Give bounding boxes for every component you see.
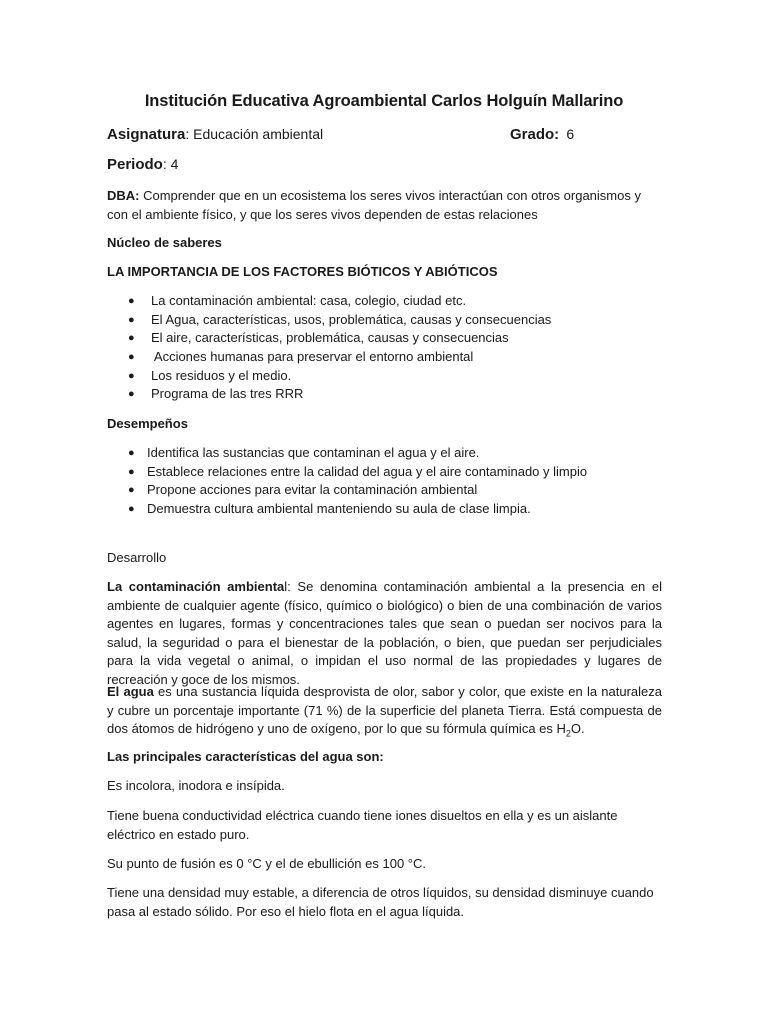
list-item-text: Los residuos y el medio. [151, 367, 292, 383]
contaminacion-label-tail: l [284, 579, 288, 594]
agua-end: O. [570, 721, 585, 737]
agua-text: es una sustancia líquida desprovista de olor, sabor y color, que existe en la naturaleza y cubre un porcentaje importante (71 %) de la superficie del planeta Tierra. Está compuesta de dos átomos de hidrógeno y uno de oxígeno, por lo que su fórmula química es H [107, 684, 662, 737]
grado-value: 6 [566, 126, 575, 142]
list-item [107, 311, 551, 330]
asignatura-value: : Educación ambiental [185, 126, 324, 142]
saberes-list [107, 292, 551, 404]
list-item-text: La contaminación ambiental: casa, colegio, ciudad etc. [151, 293, 467, 308]
periodo-value: : 4 [162, 156, 179, 172]
list-item-text: El aire, características, problemática, causas y consecuencias [151, 330, 509, 346]
list-item-text: Demuestra cultura ambiental manteniendo su aula de clase limpia. [147, 501, 531, 517]
nucleo-heading: Núcleo de saberes [107, 235, 222, 250]
asignatura-label: Asignatura [107, 126, 186, 143]
document-title: Institución Educativa Agroambiental Carlos Holguín Mallarino [144, 92, 624, 110]
bullet-icon: ● [128, 465, 135, 478]
list-item [107, 329, 551, 348]
bullet-icon: ● [128, 295, 135, 307]
list-item [107, 292, 551, 311]
list-item-text: Propone acciones para evitar la contaminación ambiental [147, 482, 478, 498]
formula-subscript: 2 [565, 728, 571, 739]
list-item-text: Programa de las tres RRR [151, 386, 304, 402]
desempenos-list [107, 444, 587, 519]
periodo-line [107, 156, 178, 173]
list-item-text: El Agua, características, usos, problemática, causas y consecuencias [151, 311, 552, 327]
importancia-heading: LA IMPORTANCIA DE LOS FACTORES BIÓTICOS Y ABIÓTICOS [107, 264, 498, 279]
desempenos-heading: Desempeños [107, 416, 188, 431]
bullet-icon: ● [128, 484, 135, 497]
bullet-icon: ● [128, 447, 135, 459]
list-item-text: Establece relaciones entre la calidad del agua y el aire contaminado y limpio [147, 463, 588, 479]
caracteristica-item: Tiene buena conductividad eléctrica cuando tiene iones disueltos en ella y es un aislante eléctrico en estado puro. [107, 808, 618, 842]
dba-paragraph [107, 187, 662, 224]
bullet-icon: ● [128, 313, 135, 326]
contaminacion-label: La contaminación ambienta [107, 579, 285, 594]
bullet-icon: ● [128, 388, 135, 401]
caracteristica-item: Tiene una densidad muy estable, a diferencia de otros líquidos, su densidad disminuye cuando pasa al estado sólido. Por eso el hielo flota en el agua líquida. [107, 885, 654, 919]
dba-text: Comprender que en un ecosistema los seres vivos interactúan con otros organismos y con el ambiente físico, y que los seres vivos dependen de estas relaciones [107, 188, 641, 222]
bullet-icon: ● [128, 369, 135, 382]
caracteristicas-heading: Las principales características del agua son: [107, 749, 384, 764]
contaminacion-text: : Se denomina contaminación ambiental a la presencia en el ambiente de cualquier agente (físico, químico o biológico) o bien de una combinación de varios agentes en lugares, formas y concentraciones tales que sean o puedan ser nocivos para la salud, la seguridad o para el bienestar de la población, o bien, que puedan ser perjudiciales para la vida vegetal o animal, o impidan el uso normal de las propiedades y lugares de recreación y goce de los mismos. [107, 579, 663, 687]
desarrollo-heading: Desarrollo [107, 550, 167, 565]
contaminacion-paragraph [107, 578, 662, 690]
grado-label: Grado: [510, 126, 560, 143]
dba-label: DBA: [107, 188, 140, 203]
caracteristica-item: Su punto de fusión es 0 °C y el de ebullición es 100 °C. [107, 856, 426, 871]
list-item [107, 463, 587, 482]
list-item [107, 481, 587, 500]
bullet-icon: ● [128, 503, 135, 516]
list-item [107, 500, 587, 519]
periodo-label: Periodo [107, 156, 163, 173]
list-item [107, 444, 587, 463]
list-item [107, 367, 551, 386]
list-item [107, 385, 551, 404]
list-item-text: Acciones humanas para preservar el entorno ambiental [151, 349, 474, 365]
asignatura-line [107, 126, 323, 143]
grado-line [510, 126, 574, 143]
bullet-icon: ● [128, 332, 135, 345]
agua-label: El agua [107, 684, 154, 699]
list-item-text: Identifica las sustancias que contaminan el agua y el aire. [147, 445, 480, 460]
list-item [107, 348, 551, 367]
bullet-icon: ● [128, 351, 135, 364]
agua-paragraph [107, 683, 662, 743]
caracteristica-item: Es incolora, inodora e insípida. [107, 778, 285, 793]
